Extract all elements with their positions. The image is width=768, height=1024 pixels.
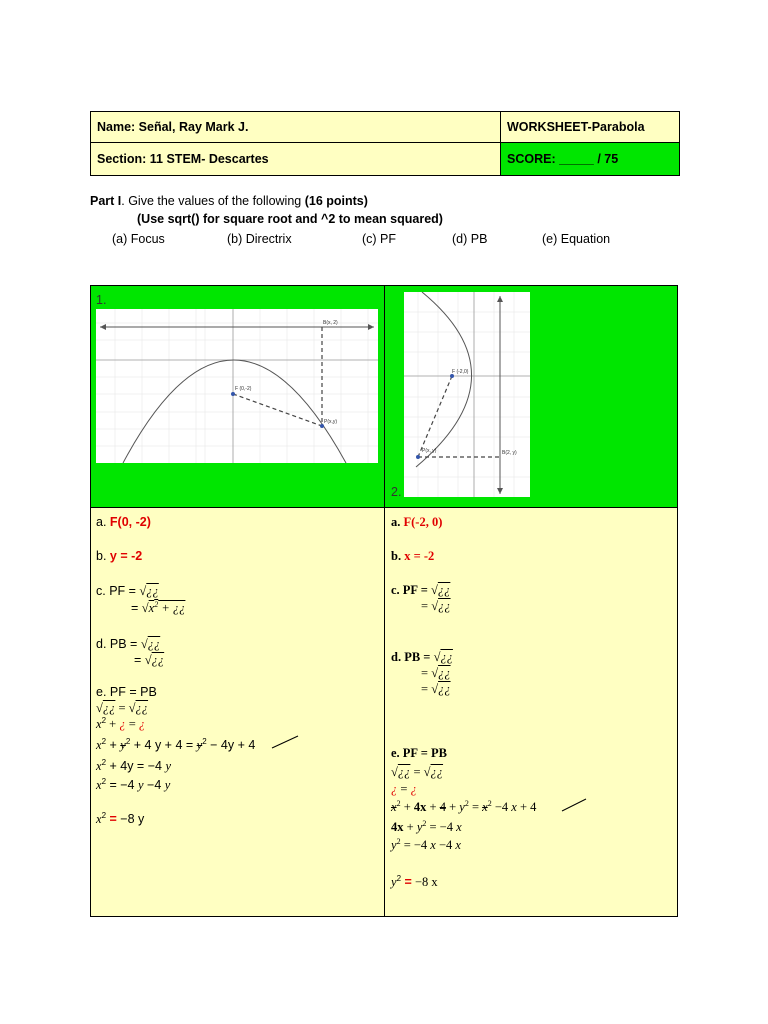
- worksheet-title: WORKSHEET-Parabola: [501, 112, 679, 143]
- problem2-number: 2.: [391, 485, 402, 499]
- part1-instruction: Part I. Give the values of the following (16 points): [90, 194, 368, 208]
- p1-pf: c. PF = √¿¿: [96, 584, 159, 598]
- graph2-label-p: P(x, y): [422, 448, 437, 454]
- header-table: [90, 111, 680, 176]
- p2-eq-line4: $4x + y^2 = -4$ x: [391, 818, 462, 834]
- student-name: Name: Señal, Ray Mark J.: [91, 112, 501, 143]
- p2-equation-start: e. PF = PB: [391, 746, 447, 760]
- p1-pb: d. PB = √¿¿: [96, 637, 161, 651]
- row-divider: [90, 507, 678, 508]
- p1-eq-line4: $x^2 + 4y = -4$ y: [96, 757, 171, 773]
- p2-pf: c. PF = √¿¿: [391, 583, 451, 597]
- graph-2: [404, 292, 530, 497]
- item-e: (e) Equation: [542, 232, 611, 246]
- p1-eq-line5: $x^2 = -4$ y −4 y: [96, 776, 171, 792]
- p2-focus: a. F(-2, 0): [391, 515, 443, 529]
- p2-pb-step1: = √¿¿: [421, 666, 451, 680]
- graph1-label-b: B(x, 2): [323, 320, 338, 326]
- score-label: SCORE: _____ / 75: [501, 143, 679, 175]
- p1-final-equation: $x^2 = -8$ y: [96, 810, 145, 826]
- p2-eq-line5: $y^2 = -4$ x −4 x: [391, 836, 461, 852]
- p1-directrix: b. y = -2: [96, 549, 143, 563]
- p2-pf-step: = √¿¿: [421, 599, 451, 613]
- p1-eq-line1: √¿¿ = √¿¿: [96, 701, 149, 715]
- graph1-label-p: P(x,y): [324, 419, 338, 425]
- graph2-label-f: F (-2,0): [452, 369, 469, 375]
- item-d: (d) PB: [452, 232, 488, 246]
- p2-final-equation: $y^2 = -8$ x: [391, 873, 438, 889]
- part1-note: (Use sqrt() for square root and ^2 to mean squared): [137, 212, 443, 226]
- check-mark-icon: [270, 734, 300, 750]
- p1-focus: a. F(0, -2): [96, 515, 151, 529]
- column-divider: [384, 285, 385, 917]
- part1-label: Part I: [90, 194, 122, 208]
- p2-eq-line2: ¿ = ¿: [391, 782, 417, 796]
- p1-pb-step: = √¿¿: [134, 653, 165, 667]
- problem1-number: 1.: [96, 293, 107, 307]
- item-b: (b) Directrix: [227, 232, 292, 246]
- item-a: (a) Focus: [112, 232, 165, 246]
- item-c: (c) PF: [362, 232, 397, 246]
- graph1-label-f: F (0,-2): [235, 386, 252, 392]
- p1-eq-line3: $x^2 + y^2 + 4$ $y + 4 = y^2 - 4y + 4$: [96, 736, 256, 752]
- p1-equation-start: e. PF = PB: [96, 685, 157, 699]
- check-mark-icon: [560, 797, 588, 813]
- p2-eq-line3: $x^2 + 4x + 4 + y^2 = x^2 -4$ x + 4: [391, 798, 537, 814]
- graph-1: [96, 309, 378, 463]
- p1-pf-step: = $√x^2$ + ¿¿: [131, 599, 186, 615]
- points-label: (16 points): [304, 194, 368, 208]
- p1-eq-line2: $x^2$ + ¿ = ¿: [96, 715, 146, 731]
- p2-eq-line1: √¿¿ = √¿¿: [391, 765, 444, 779]
- section-label: Section: 11 STEM- Descartes: [91, 143, 501, 175]
- graph2-label-b: B(2, y): [502, 450, 517, 456]
- p2-pb-step2: = √¿¿: [421, 682, 451, 696]
- p2-directrix: b. x = -2: [391, 549, 435, 563]
- p2-pb: d. PB = √¿¿: [391, 650, 453, 664]
